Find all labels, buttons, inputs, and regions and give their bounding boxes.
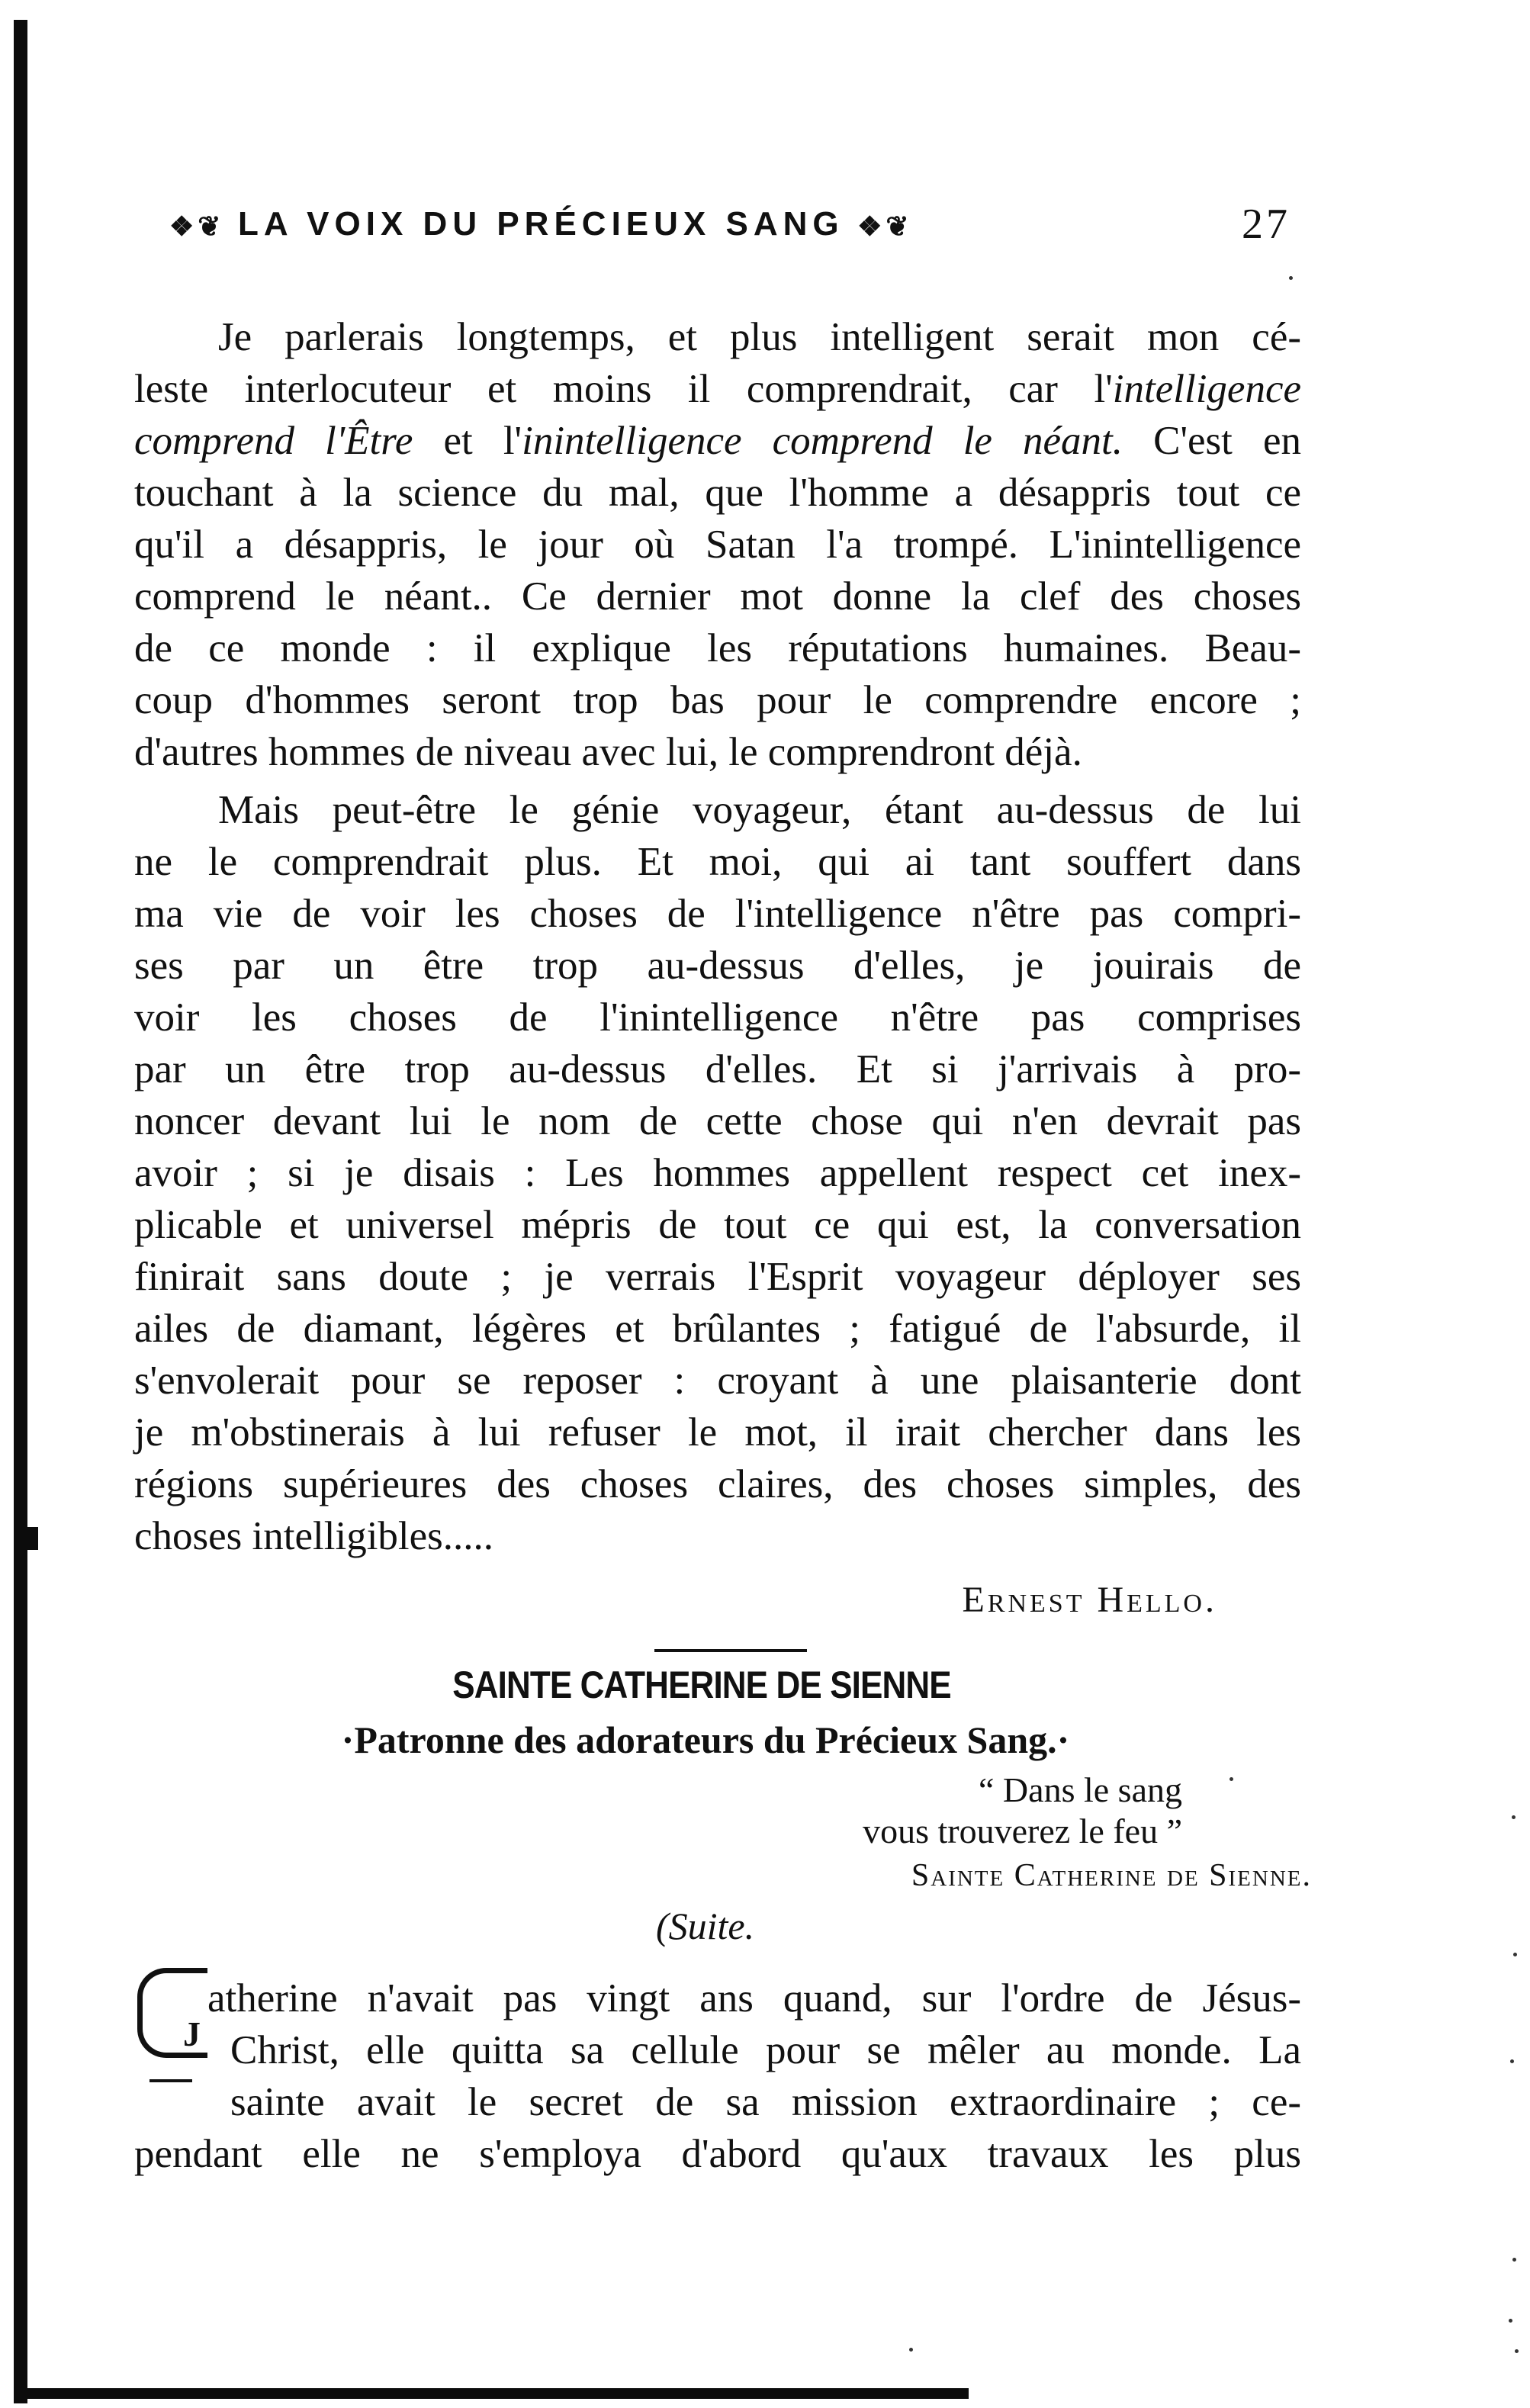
text-line: avoir ; si je disais : Les hommes appellent respect cet inex- xyxy=(134,1151,1301,1195)
text-line: de ce monde : il explique les réputations humaines. Beau- xyxy=(134,626,1301,670)
text-line: Christ, elle quitta sa cellule pour se mêler au monde. La xyxy=(230,2028,1301,2072)
epigraph-attribution: Sainte Catherine de Sienne. xyxy=(911,1858,1312,1893)
text-line: ma vie de voir les choses de l'intelligence n'être pas compri- xyxy=(134,892,1301,936)
epigraph xyxy=(747,1770,1182,1852)
author-signature: Ernest Hello. xyxy=(962,1580,1217,1620)
speck xyxy=(909,2348,913,2352)
text-line xyxy=(134,363,1301,415)
text-line: qu'il a désappris, le jour où Satan l'a trompé. L'inintelligence xyxy=(134,522,1301,567)
page-border-left xyxy=(14,20,27,2403)
text-line: s'envolerait pour se reposer : croyant à une plaisanterie dont xyxy=(134,1358,1301,1403)
text-line: comprend le néant.. Ce dernier mot donne la clef des choses xyxy=(134,574,1301,619)
ornament-right-icon: ❖❦ xyxy=(857,211,913,242)
text-line: noncer devant lui le nom de cette chose qui n'en devrait pas xyxy=(134,1099,1301,1143)
text-line: Mais peut-être le génie voyageur, étant au-dessus de lui xyxy=(218,788,1301,832)
text-span: leste interlocuteur et moins il comprendrait, car l' xyxy=(134,367,1113,411)
italic-span: inintelligence comprend le néant. xyxy=(522,419,1123,463)
paragraph-1 xyxy=(134,311,1301,778)
speck xyxy=(1513,1953,1517,1956)
text-line: atherine n'avait pas vingt ans quand, sur l'ordre de Jésus- xyxy=(207,1976,1301,2021)
running-head-title: LA VOIX DU PRÉCIEUX SANG xyxy=(237,205,844,243)
running-head xyxy=(169,200,1291,261)
text-span: C'est en xyxy=(1153,419,1302,463)
text-line: je m'obstinerais à lui refuser le mot, il irait chercher dans les xyxy=(134,1410,1301,1455)
text-line: régions supérieures des choses claires, des choses simples, des xyxy=(134,1462,1301,1506)
text-line: finirait sans doute ; je verrais l'Esprit voyageur déployer ses xyxy=(134,1255,1301,1299)
section-subtitle: ·Patronne des adorateurs du Précieux Sang.· xyxy=(341,1718,1070,1761)
text-line: pendant elle ne s'employa d'abord qu'aux travaux les plus xyxy=(134,2132,1301,2176)
text-line: voir les choses de l'inintelligence n'être pas comprises xyxy=(134,995,1301,1040)
text-line: coup d'hommes seront trop bas pour le comprendre encore ; xyxy=(134,678,1301,722)
italic-span: intelligence xyxy=(1112,367,1301,411)
speck xyxy=(1509,2319,1512,2323)
speck xyxy=(1515,2349,1519,2353)
speck xyxy=(1229,1777,1233,1781)
text-line: ne le comprendrait plus. Et moi, qui ai tant souffert dans xyxy=(134,840,1301,884)
page-number: 27 xyxy=(1242,201,1291,248)
text-line: choses intelligibles..... xyxy=(134,1514,494,1558)
speck xyxy=(1289,276,1293,280)
ornament-left-icon: ❖❦ xyxy=(169,211,225,242)
text-line: ses par un être trop au-dessus d'elles, je jouirais de xyxy=(134,944,1301,988)
continued-marker: (Suite. xyxy=(656,1905,755,1947)
paragraph-3 xyxy=(134,1972,1301,2180)
epigraph-line: vous trouverez le feu ” xyxy=(863,1812,1182,1850)
text-line: touchant à la science du mal, que l'homme a désappris tout ce xyxy=(134,471,1301,515)
dropcap-inner-letter: J xyxy=(183,2014,201,2053)
border-notch xyxy=(27,1527,38,1550)
text-line: sainte avait le secret de sa mission extraordinaire ; ce- xyxy=(230,2080,1301,2124)
text-span: et l' xyxy=(443,419,522,463)
text-line: ailes de diamant, légères et brûlantes ; fatigué de l'absurde, il xyxy=(134,1307,1301,1351)
text-line: d'autres hommes de niveau avec lui, le comprendront déjà. xyxy=(134,730,1082,774)
text-line: par un être trop au-dessus d'elles. Et si j'arrivais à pro- xyxy=(134,1047,1301,1091)
section-divider xyxy=(654,1649,807,1652)
italic-span: comprend l'Être xyxy=(134,419,413,463)
speck xyxy=(1510,2059,1514,2063)
speck xyxy=(1512,1815,1516,1819)
speck xyxy=(1512,2258,1516,2262)
subtitle-text: Patronne des adorateurs du Précieux Sang. xyxy=(354,1718,1057,1761)
text-line: Je parlerais longtemps, et plus intelligent serait mon cé- xyxy=(218,315,1301,359)
text-line: plicable et universel mépris de tout ce qui est, la conversation xyxy=(134,1203,1301,1247)
section-title: SAINTE CATHERINE DE SIENNE xyxy=(452,1664,951,1706)
epigraph-line: “ Dans le sang xyxy=(979,1770,1182,1809)
paragraph-2 xyxy=(134,784,1301,1562)
text-line xyxy=(134,415,1301,467)
page-border-bottom xyxy=(23,2388,969,2399)
